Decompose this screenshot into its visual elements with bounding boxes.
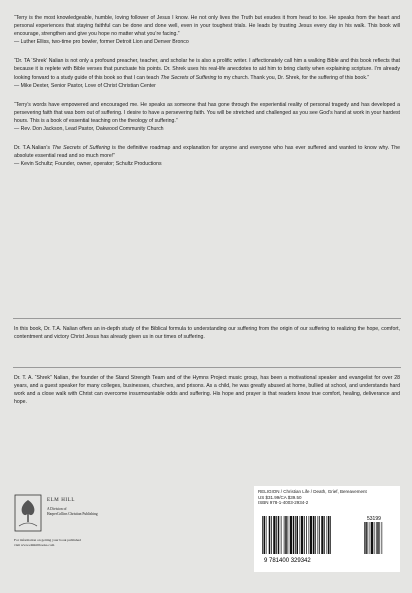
- barcode-bar: [295, 516, 296, 554]
- barcode-bar: [313, 516, 315, 554]
- divider-line: [13, 367, 401, 368]
- barcode-bar: [285, 516, 287, 554]
- endorsement-1: [14, 14, 400, 46]
- barcode-bar: [304, 516, 305, 554]
- quote-attribution: — Kevin Schultz; Founder, owner, operator; Schultz Productions: [14, 161, 162, 168]
- barcode-bar: [281, 516, 282, 554]
- barcode-bar: [288, 516, 289, 554]
- quote-attribution: — Mike Dexter, Senior Pastor, Love of Christ Christian Center: [14, 82, 156, 89]
- book-description: In this book, Dr. T.A. Nalian offers an in-depth study of the Biblical formula to understanding our suffering from the origin of our suffering to realizing the hope, comfort, contentment and victory Christ Jesus has already given us in our times of suffering.: [14, 326, 400, 341]
- quote-attribution: — Rev. Don Jackson, Lead Pastor, Oakwood Community Church: [14, 126, 164, 133]
- barcode-bar: [293, 516, 295, 554]
- barcode-addon-bar: [377, 522, 378, 554]
- barcode-bar: [276, 516, 277, 554]
- barcode-bar: [290, 516, 292, 554]
- endorsements: [14, 14, 400, 179]
- barcode-bar: [315, 516, 316, 554]
- barcode-bar: [262, 516, 263, 554]
- barcode-bar: [297, 516, 299, 554]
- barcode-addon-bar: [382, 522, 383, 554]
- barcode-label: [258, 489, 396, 506]
- barcode-addon-bar: [379, 522, 380, 554]
- barcode-addon-bar: [364, 522, 365, 554]
- quote-attribution: — Luther Elliss, two-time pro bowler, former Detroit Lion and Denver Bronco: [14, 39, 189, 46]
- ean-digits: 9 781400 329342: [264, 558, 311, 564]
- bisac-category: RELIGION / Christian Life / Death, Grief, Bereavement: [258, 489, 367, 494]
- barcode-bar: [284, 516, 285, 554]
- barcode-bar: [319, 516, 320, 554]
- barcode-bar: [330, 516, 331, 554]
- price-code: 53199: [367, 516, 381, 522]
- author-bio: Dr. T. A. “Shrek” Nalian, the founder of the Stand Strength Team and of the Hymns Project music group, has been a motivational speaker and evangelist for over 28 years, and a guest speaker for many colleges, businesses, churches, and prisons. As a child, he was greatly abused at home, bullied at school, and understands hard work and a close walk with Christ can overcome insurmountable odds and suffering. His hope and prayer is that readers know true comfort, healing, deliverance and hope.: [14, 375, 400, 406]
- barcode-bar: [327, 516, 328, 554]
- barcode-box: [254, 486, 400, 572]
- barcode-bar: [324, 516, 325, 554]
- barcode-bar: [321, 516, 323, 554]
- barcode-bar: [266, 516, 267, 554]
- endorsement-3: [14, 101, 400, 133]
- quote-text: Dr. T.A.Nalian’s The Secrets of Suffering is the definitive roadmap and explanation for anyone and everyone who has ever suffered and wanted to know why. The absolute essential read and so much more!”: [14, 145, 400, 160]
- barcode-bar: [273, 516, 275, 554]
- price: US $31.99/CA $39.50: [258, 494, 302, 500]
- endorsement-2: [14, 57, 400, 89]
- endorsement-4: [14, 144, 400, 168]
- quote-text: “Terry is the most knowledgeable, humble, loving follower of Jesus I know. He not only lives the Truth but exudes it from head to toe. He speaks from the heart and personal experiences that staying faithful can be done and done well, even in your toughest trials. He leads by trusting Jesus every day in his walk. This book will encourage, strengthen and give you hope no matter what you’re facing.”: [14, 15, 400, 38]
- barcode-bar: [264, 516, 266, 554]
- barcode-bar: [306, 516, 307, 554]
- barcode-bar: [271, 516, 272, 554]
- publisher-division: A Division of HarperCollins Christian Publishing: [47, 507, 98, 516]
- barcode-addon-bar: [376, 522, 377, 554]
- isbn: ISBN 978-1-4003-2934-2: [258, 500, 309, 506]
- barcode-bar: [309, 516, 310, 554]
- barcode-addon-bar: [374, 522, 375, 554]
- publisher-name: ELM HILL: [47, 498, 75, 503]
- elm-hill-logo-icon: [14, 494, 42, 532]
- publisher-info: For information on getting your book published visit www.elmhillbooks.com: [14, 538, 81, 547]
- barcode-addon-bar: [371, 522, 373, 554]
- barcode-addon-bar: [368, 522, 369, 554]
- quote-text: “Terry’s words have empowered and encouraged me. He speaks as someone that has gone through the experiential reality of personal tragedy and has developed a persevering faith that was born out of suffering. I desire to have a persevering faith. You will be stretched and challenged as you see God’s hand at work in your hardest hours. This is a book of essential teaching on the theology of suffering.”: [14, 101, 400, 124]
- barcode-bar: [301, 516, 303, 554]
- barcode-addon-bar: [365, 522, 366, 554]
- barcode-bar: [328, 516, 330, 554]
- barcode-bar: [278, 516, 280, 554]
- divider-line: [13, 318, 401, 319]
- barcode-bar: [300, 516, 301, 554]
- publisher-block: [14, 488, 164, 588]
- barcode-bar: [269, 516, 271, 554]
- barcode-bar: [310, 516, 312, 554]
- barcode-bar: [318, 516, 319, 554]
- barcode: [260, 512, 394, 566]
- quote-text: “Dr. TA ‘Shrek’ Nalian is not only a profound preacher, teacher, and scholar he is also a prolific writer. I affectionately call him a walking Bible and this book reflects that because it is replete with Bible verses that punctuate his points. Dr. Shrek uses his real-life anecdotes to aid him to bring clarity when explaining scripture. I’m already looking forward to a study guide of this book so that I can teach The Secrets of Suffering to my church. Thank you, Dr. Shrek, for the suffering of this book.”: [14, 58, 400, 81]
- barcode-addon-bar: [370, 522, 371, 554]
